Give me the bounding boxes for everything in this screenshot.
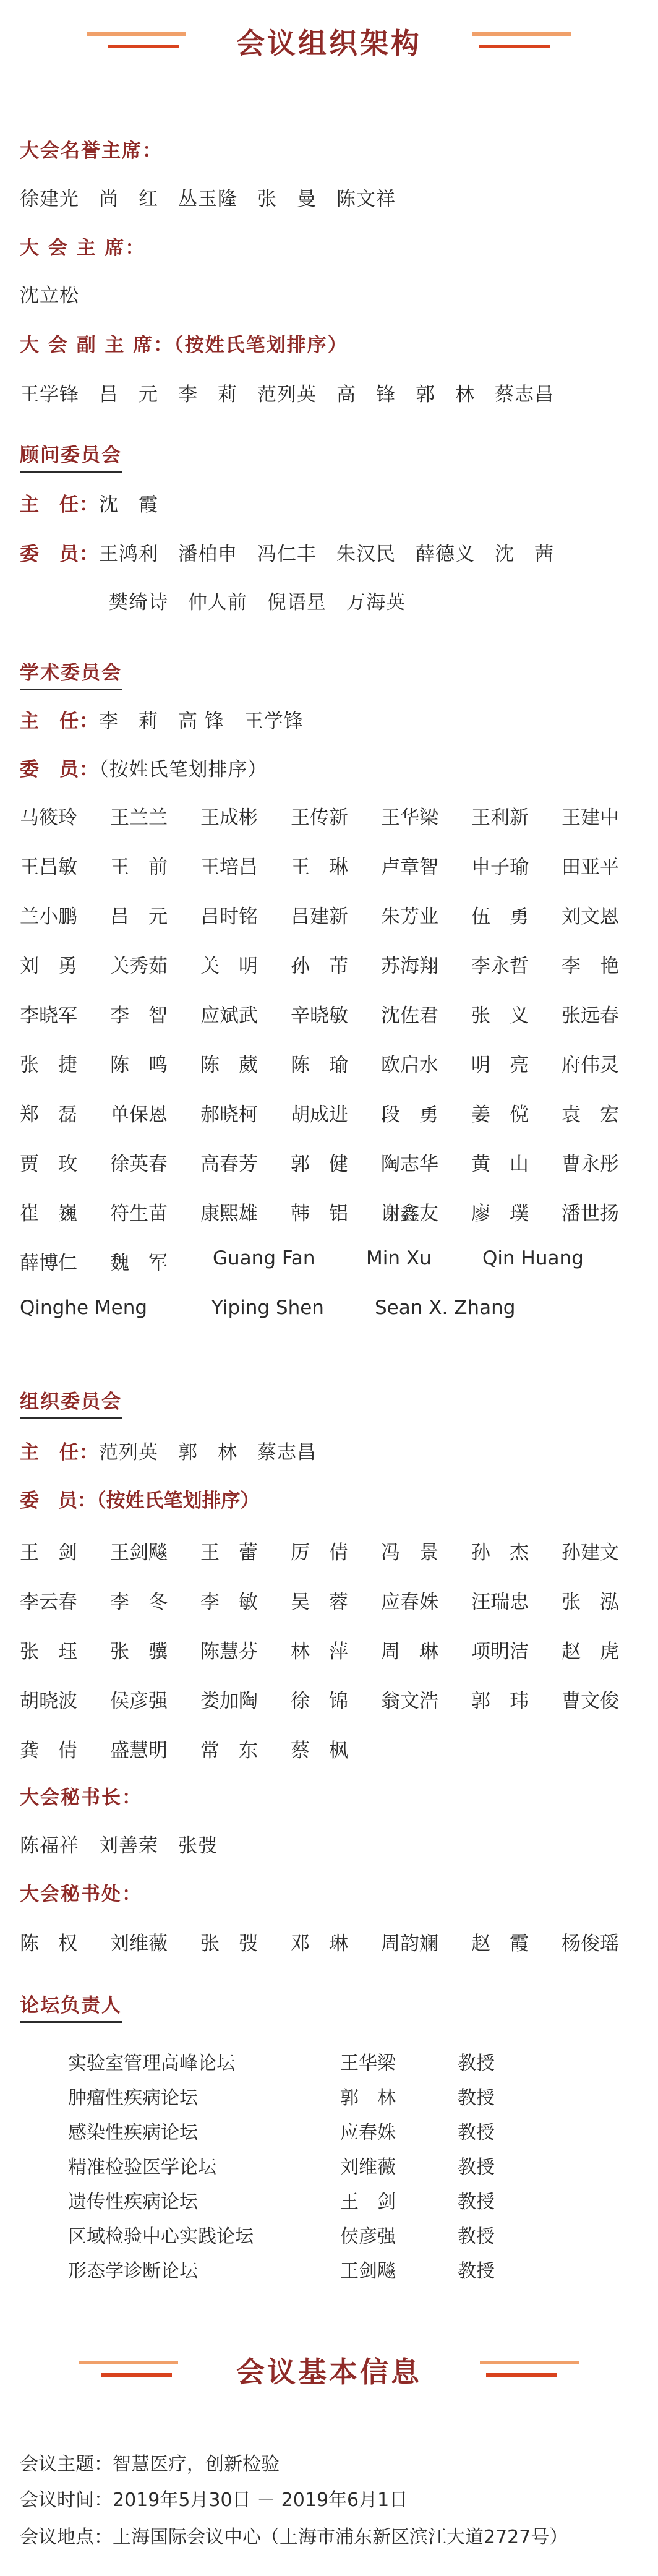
forum-leader-title: 教授 <box>458 2122 495 2144</box>
member-name: 伍 勇 <box>471 906 529 928</box>
member-name: 娄加陶 <box>200 1690 258 1712</box>
forum-leader: 郭 林 <box>340 2087 396 2109</box>
basic-info-banner <box>0 2341 658 2397</box>
secretariat-heading: 大会秘书处： <box>20 1883 142 1905</box>
member-name: 黄 山 <box>471 1153 529 1175</box>
member-name: 刘维薇 <box>110 1933 168 1955</box>
advisory-members <box>20 538 554 566</box>
member-name: 王 蕾 <box>200 1542 258 1564</box>
member-name: 张 义 <box>471 1005 529 1027</box>
members-label: 委 员： <box>20 1490 96 1512</box>
member-name: 陈 瑜 <box>291 1054 348 1076</box>
member-name: 王 琳 <box>291 856 348 878</box>
chair-heading: 大 会 主 席： <box>20 237 146 259</box>
member-name: 张 珏 <box>20 1641 77 1663</box>
forum-name: 实验室管理高峰论坛 <box>68 2053 235 2074</box>
member-name: 李晓军 <box>20 1005 77 1027</box>
member-name: 郝晓柯 <box>200 1104 258 1126</box>
forum-name: 感染性疾病论坛 <box>68 2122 198 2144</box>
member-name: 王培昌 <box>200 856 258 878</box>
forum-leader: 王 剑 <box>340 2191 396 2213</box>
member-name: 李 艳 <box>562 955 619 977</box>
member-name: 廖 璞 <box>471 1203 529 1225</box>
academic-members-label-line <box>20 753 268 781</box>
member-name: 赵 霞 <box>471 1933 529 1955</box>
member-name: 郭 玮 <box>471 1690 529 1712</box>
member-name: 崔 巍 <box>20 1203 77 1225</box>
meeting-time: 会议时间：2019年5月30日 － 2019年6月1日 <box>20 2489 408 2511</box>
member-name: 欧启水 <box>381 1054 438 1076</box>
member-name: 朱芳业 <box>381 906 438 928</box>
member-name: 关 明 <box>200 955 258 977</box>
member-name: 田亚平 <box>562 856 619 878</box>
forum-leader: 王剑飚 <box>340 2260 396 2282</box>
honorary-chair-heading: 大会名誉主席： <box>20 140 163 162</box>
member-name: 陶志华 <box>381 1153 438 1175</box>
forum-leader: 应春姝 <box>340 2122 396 2144</box>
member-name: 王传新 <box>291 807 348 829</box>
academic-director-names: 李 莉 高 锋 王学锋 <box>99 710 304 732</box>
member-name: 胡晓波 <box>20 1690 77 1712</box>
member-name: 邓 琳 <box>291 1933 348 1955</box>
forum-name: 区域检验中心实践论坛 <box>68 2226 254 2248</box>
organizing-committee-heading: 组织委员会 <box>20 1386 122 1419</box>
org-structure-banner <box>0 12 658 68</box>
member-name: 周 琳 <box>381 1641 438 1663</box>
member-name: 周韵斓 <box>381 1933 438 1955</box>
forum-leader-title: 教授 <box>458 2053 495 2074</box>
forum-leader-title: 教授 <box>458 2226 495 2248</box>
forum-leader-title: 教授 <box>458 2260 495 2282</box>
forum-leader-title: 教授 <box>458 2191 495 2213</box>
member-name: 应春姝 <box>381 1591 438 1613</box>
member-name: 张 泓 <box>562 1591 619 1613</box>
member-name: 卢章智 <box>381 856 438 878</box>
member-name: 厉 倩 <box>291 1542 348 1564</box>
meeting-venue: 会议地点：上海国际会议中心（上海市浦东新区滨江大道2727号） <box>20 2527 568 2548</box>
director-label: 主 任： <box>20 494 99 516</box>
forum-name: 形态学诊断论坛 <box>68 2260 198 2282</box>
member-name: 兰小鹏 <box>20 906 77 928</box>
member-name: 翁文浩 <box>381 1690 438 1712</box>
member-name: 林 萍 <box>291 1641 348 1663</box>
advisory-committee-heading: 顾问委员会 <box>20 439 122 473</box>
member-name: 陈 葳 <box>200 1054 258 1076</box>
member-name: 薛博仁 <box>20 1252 77 1274</box>
member-name: 王成彬 <box>200 807 258 829</box>
member-name: 吴 蓉 <box>291 1591 348 1613</box>
member-name: 应斌武 <box>200 1005 258 1027</box>
advisory-members-line2: 樊绮诗 仲人前 倪语星 万海英 <box>109 591 406 614</box>
secretary-general-heading: 大会秘书长： <box>20 1787 142 1809</box>
member-name: 谢鑫友 <box>381 1203 438 1225</box>
member-name: Qin Huang <box>482 1247 584 1269</box>
forum-leader-title: 教授 <box>458 2157 495 2178</box>
advisory-members-line1: 王鸿利 潘柏申 冯仁丰 朱汉民 薛德义 沈 茜 <box>99 543 554 565</box>
member-name: 王 剑 <box>20 1542 77 1564</box>
member-name: 孙 杰 <box>471 1542 529 1564</box>
chair-names: 沈立松 <box>20 285 79 307</box>
member-name: 李永哲 <box>471 955 529 977</box>
member-name: 张 捷 <box>20 1054 77 1076</box>
member-name: 龚 倩 <box>20 1740 77 1762</box>
member-name: 段 勇 <box>381 1104 438 1126</box>
banner-title: 会议基本信息 <box>236 2355 422 2389</box>
member-name: 吕建新 <box>291 906 348 928</box>
vice-chair-heading: 大 会 副 主 席：（按姓氏笔划排序） <box>20 334 348 356</box>
member-name: 王建中 <box>562 807 619 829</box>
member-name: 陈 鸣 <box>110 1054 168 1076</box>
member-name: 陈慧芬 <box>200 1641 258 1663</box>
member-name: 符生苗 <box>110 1203 168 1225</box>
meeting-theme: 会议主题：智慧医疗，创新检验 <box>20 2454 280 2475</box>
sorting-note: （按姓氏笔划排序） <box>99 758 268 781</box>
banner-title: 会议组织架构 <box>236 27 422 60</box>
honorary-chair-names: 徐建光 尚 红 丛玉隆 张 曼 陈文祥 <box>20 188 396 210</box>
forum-leader-title: 教授 <box>458 2087 495 2109</box>
member-name: 马筱玲 <box>20 807 77 829</box>
academic-director <box>20 705 304 733</box>
members-label: 委 员： <box>20 758 99 781</box>
member-name: 张 弢 <box>200 1933 258 1955</box>
member-name: 孙 芾 <box>291 955 348 977</box>
member-name: 王利新 <box>471 807 529 829</box>
member-name: 苏海翔 <box>381 955 438 977</box>
forum-name: 遗传性疾病论坛 <box>68 2191 198 2213</box>
member-name: 蔡 枫 <box>291 1740 348 1762</box>
member-name: 张远春 <box>562 1005 619 1027</box>
member-name: 申子瑜 <box>471 856 529 878</box>
advisory-director <box>20 489 158 517</box>
secretary-general-names: 陈福祥 刘善荣 张弢 <box>20 1835 218 1857</box>
member-name: Guang Fan <box>213 1247 315 1269</box>
member-name: 曹永彤 <box>562 1153 619 1175</box>
member-name: 潘世扬 <box>562 1203 619 1225</box>
forum-leader: 王华梁 <box>340 2053 396 2074</box>
organizing-director <box>20 1436 317 1464</box>
member-name: 李 智 <box>110 1005 168 1027</box>
member-name: 王 前 <box>110 856 168 878</box>
forum-leaders-heading: 论坛负责人 <box>20 1990 122 2023</box>
member-name: 盛慧明 <box>110 1740 168 1762</box>
member-name: 关秀茹 <box>110 955 168 977</box>
advisory-director-names: 沈 霞 <box>99 494 158 516</box>
member-name: 王剑飚 <box>110 1542 168 1564</box>
member-name: 常 东 <box>200 1740 258 1762</box>
member-name: 王昌敏 <box>20 856 77 878</box>
member-name: 李 冬 <box>110 1591 168 1613</box>
member-name: 姜 傥 <box>471 1104 529 1126</box>
member-name: 康熙雄 <box>200 1203 258 1225</box>
member-name: 魏 军 <box>110 1252 168 1274</box>
member-name: 韩 铝 <box>291 1203 348 1225</box>
member-name: 张 骥 <box>110 1641 168 1663</box>
forum-name: 精准检验医学论坛 <box>68 2157 216 2178</box>
member-name: 沈佐君 <box>381 1005 438 1027</box>
academic-committee-heading: 学术委员会 <box>20 657 122 690</box>
member-name: 侯彦强 <box>110 1690 168 1712</box>
vice-chair-names: 王学锋 吕 元 李 莉 范列英 高 锋 郭 林 蔡志昌 <box>20 384 554 406</box>
members-label: 委 员： <box>20 543 99 565</box>
member-name: 杨俊瑶 <box>562 1933 619 1955</box>
member-name: 吕 元 <box>110 906 168 928</box>
member-name: 刘 勇 <box>20 955 77 977</box>
member-name: 汪瑞忠 <box>471 1591 529 1613</box>
member-name: 郑 磊 <box>20 1104 77 1126</box>
director-label: 主 任： <box>20 1441 99 1464</box>
member-name: 吕时铭 <box>200 906 258 928</box>
sorting-note: （按姓氏笔划排序） <box>96 1490 260 1512</box>
member-name: 孙建文 <box>562 1542 619 1564</box>
member-name: 曹文俊 <box>562 1690 619 1712</box>
member-name: 刘文恩 <box>562 906 619 928</box>
member-name: 王华梁 <box>381 807 438 829</box>
member-name: 徐 锦 <box>291 1690 348 1712</box>
member-name: Sean X. Zhang <box>375 1297 516 1319</box>
member-name: Yiping Shen <box>212 1297 324 1319</box>
member-name: 赵 虎 <box>562 1641 619 1663</box>
member-name: 王兰兰 <box>110 807 168 829</box>
organizing-members-label-line <box>20 1485 260 1513</box>
member-name: 项明洁 <box>471 1641 529 1663</box>
member-name: 府伟灵 <box>562 1054 619 1076</box>
member-name: 辛晓敏 <box>291 1005 348 1027</box>
member-name: Qinghe Meng <box>20 1297 148 1319</box>
member-name: 郭 健 <box>291 1153 348 1175</box>
forum-leader: 侯彦强 <box>340 2226 396 2248</box>
director-label: 主 任： <box>20 710 99 732</box>
organizing-director-names: 范列英 郭 林 蔡志昌 <box>99 1441 317 1464</box>
member-name: 明 亮 <box>471 1054 529 1076</box>
member-name: 陈 权 <box>20 1933 77 1955</box>
member-name: 袁 宏 <box>562 1104 619 1126</box>
member-name: 贾 玫 <box>20 1153 77 1175</box>
forum-leader: 刘维薇 <box>340 2157 396 2178</box>
member-name: 徐英春 <box>110 1153 168 1175</box>
member-name: 高春芳 <box>200 1153 258 1175</box>
member-name: 冯 景 <box>381 1542 438 1564</box>
member-name: Min Xu <box>366 1247 432 1269</box>
member-name: 胡成进 <box>291 1104 348 1126</box>
member-name: 单保恩 <box>110 1104 168 1126</box>
forum-name: 肿瘤性疾病论坛 <box>68 2087 198 2109</box>
member-name: 李云春 <box>20 1591 77 1613</box>
member-name: 李 敏 <box>200 1591 258 1613</box>
